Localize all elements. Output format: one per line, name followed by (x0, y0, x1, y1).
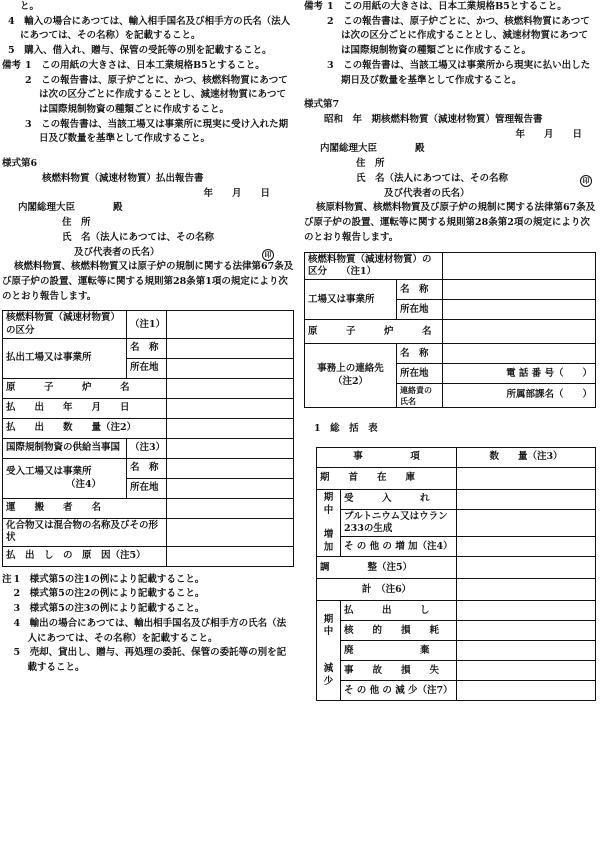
section-title: 1 総 括 表 (314, 422, 378, 434)
cell-value[interactable] (457, 509, 596, 537)
form-title: 核燃料物質（減速材物質）払出報告書 (42, 172, 204, 184)
name-label: 氏 名（法人にあつては、その名称 (356, 172, 509, 184)
cell-value[interactable] (457, 681, 596, 701)
note-item: 3 この報告書は、当該工場又は事業所から現実に払い出した期日及び数量を基準として作成すること。 (327, 59, 591, 86)
header-qty: 数 量（注3） (457, 447, 596, 467)
row-label: 調 整（注5） (317, 557, 457, 579)
cell-value[interactable] (167, 339, 294, 359)
cell-label: 運 搬 者 名 (3, 499, 167, 519)
notes-label: 備考 (304, 1, 324, 12)
note-item: 2 この報告書は、原子炉ごとに、かつ、核燃料物質にあつては次の区分ごとに作成することとし、減速材物質にあつては国際規制物資の種類ごとに作成すること。 (25, 74, 288, 116)
cell-value[interactable] (457, 661, 596, 681)
row-label: 受 入 れ (341, 489, 457, 509)
cell-label: 受入工場又は事業所 （注4） (3, 459, 127, 499)
cell-label: 核燃料物質（減速材物質）の区分 （注1） (305, 252, 443, 280)
body-text: 核燃料物質、核燃料物質又は原子炉の規制に関する法律第67条及び原子炉の設置、運転等に関する規則第28条第1項の規定により次のとおり報告します。 (2, 261, 294, 302)
cell-sub-label: 名 称 (127, 459, 167, 479)
cell-value[interactable] (167, 359, 294, 379)
footnote-item: 5 売却、貸出し、贈与、再処理の委託、保管の委託等の別を記載すること。 (13, 647, 287, 674)
cell-sub-label: 所在地 (127, 359, 167, 379)
cell-value[interactable] (167, 519, 294, 547)
cell-sub-label: 所在地 (127, 479, 167, 499)
date-line: 年 月 日 (515, 128, 582, 140)
address-label: 住 所 (356, 158, 385, 170)
payout-table (2, 310, 294, 566)
cell-label: 払出工場又は事業所 (3, 339, 127, 379)
cell-value[interactable] (167, 311, 294, 339)
cell-value[interactable] (167, 439, 294, 459)
cell-sub-label: 連絡責の氏名 (397, 384, 443, 408)
cell-label: 原 子 炉 名 (305, 320, 443, 344)
row-label: 計 （注6） (317, 579, 457, 601)
cell-label: 原 子 炉 名 (3, 379, 167, 399)
addressee: 内閣総理大臣 殿 (18, 202, 123, 214)
cell-label: 化合物又は混合物の名称及びその形状 (3, 519, 167, 547)
text-line: 5 購入、借入れ、贈与、保管の受託等の別を記載すること。 (8, 45, 272, 57)
cell-note: （注3） (127, 439, 167, 459)
row-label: そ の 他 の 増 加（注4） (341, 537, 457, 557)
cell-note: （注1） (127, 311, 167, 339)
cell-value[interactable] (167, 459, 294, 479)
summary-table (316, 447, 596, 702)
cell-label: 事務上の連絡先 （注2） (305, 344, 397, 408)
cell-label: 国際規制物資の供給当事国 (3, 439, 127, 459)
seal-icon: 印 (262, 249, 274, 261)
phone-field[interactable]: 電 話 番 号（ ） (443, 364, 596, 384)
cell-label: 工場又は事業所 (305, 280, 397, 320)
rep-label-line (2, 246, 294, 261)
note-item: 2 この報告書は、原子炉ごとに、かつ、核燃料物質にあつては次の区分ごとに作成することとし、減速材物質にあつては国際規制物資の種類ごとに作成すること。 (327, 15, 590, 57)
cell-label: 払 出 数 量（注2） (3, 419, 167, 439)
rep-label: 及び代表者の氏名） (384, 187, 470, 199)
row-label: そ の 他 の 減 少（注7） (341, 681, 457, 701)
notes-block (304, 0, 596, 88)
note-item: 3 この報告書は、当該工場又は事業所に現実に受け入れた期日及び数量を基準として作成すること。 (25, 118, 289, 145)
cell-value[interactable] (457, 641, 596, 661)
cell-value[interactable] (457, 621, 596, 641)
cell-value[interactable] (443, 344, 596, 364)
left-column (2, 0, 294, 676)
form-number: 様式第7 (304, 99, 340, 111)
cell-label: 払 出 年 月 日 (3, 399, 167, 419)
row-label: 期 首 在 庫 (317, 467, 457, 489)
cell-sub-label: 名 称 (397, 344, 443, 364)
cell-sub-label: 所在地 (397, 300, 443, 320)
cell-value[interactable] (167, 399, 294, 419)
right-column (304, 0, 596, 701)
cell-value[interactable] (443, 252, 596, 280)
row-label: 廃 棄 (341, 641, 457, 661)
date-line: 年 月 日 (203, 187, 270, 199)
text-line: 4 輸入の場合にあつては、輸入相手国名及び相手方の氏名（法人にあつては、その名称）を記載すること。 (8, 15, 291, 42)
name-label: 氏 名（法人にあつては、その名称 (62, 231, 215, 243)
footnote-item: 2 様式第5の注2の例により記載すること。 (13, 588, 205, 600)
seal-icon: 印 (580, 175, 592, 187)
cell-value[interactable] (457, 579, 596, 601)
form-title: 昭和 年 期核燃料物質（減速材物質）管理報告書 (324, 114, 543, 126)
row-label: 核 的 損 耗 (341, 621, 457, 641)
management-table (304, 252, 596, 408)
rep-label: 及び代表者の氏名） (74, 246, 160, 258)
body-text: 核原料物質、核燃料物質及び原子炉の規制に関する法律第67条及び原子炉の設置、運転等に関する規則第28条第2項の規定により次のとおり報告します。 (304, 202, 596, 243)
cell-value[interactable] (457, 467, 596, 489)
text-line: と。 (20, 1, 40, 12)
cell-sub-label: 所在地 (397, 364, 443, 384)
group-label: 期中 減少 (317, 601, 341, 701)
cell-value[interactable] (167, 499, 294, 519)
cell-value[interactable] (167, 546, 294, 566)
cell-sub-label: 名 称 (127, 339, 167, 359)
cell-value[interactable] (167, 379, 294, 399)
address-label: 住 所 (62, 217, 91, 229)
note-item: 1 この用紙の大きさは、日本工業規格B5とすること。 (327, 1, 567, 12)
cell-value[interactable] (457, 557, 596, 579)
row-label: 払 出 し (341, 601, 457, 621)
cell-sub-label: 名 称 (397, 280, 443, 300)
footnote-item: 4 輸出の場合にあつては、輸出相手国名及び相手方の氏名（法人にあつては、その名称）を記載すること。 (13, 617, 287, 644)
cell-value[interactable] (167, 419, 294, 439)
cell-value[interactable] (457, 601, 596, 621)
notes-label: 備考 (2, 59, 22, 71)
cell-label: 払 出 し の 原 因（注5） (3, 546, 167, 566)
cell-value[interactable] (457, 537, 596, 557)
header-item: 事 項 (317, 447, 457, 467)
form-number: 様式第6 (2, 158, 38, 170)
cell-value[interactable] (167, 479, 294, 499)
footnote-label: 注 (2, 573, 12, 585)
footnotes-block (2, 573, 294, 676)
cell-label: 核燃料物質（減速材物質）の区分 (3, 311, 127, 339)
footnote-item: 1 様式第5の注1の例により記載すること。 (13, 573, 205, 585)
dept-field[interactable]: 所属部課名（ ） (443, 384, 596, 408)
note-item: 1 この用紙の大きさは、日本工業規格B5とすること。 (25, 59, 265, 71)
row-label: プルトニウム又はウラン233の生成 (341, 509, 457, 537)
cell-value[interactable] (443, 280, 596, 300)
footnote-item: 3 様式第5の注3の例により記載すること。 (13, 603, 205, 615)
cell-value[interactable] (443, 320, 596, 344)
row-label: 事 故 損 失 (341, 661, 457, 681)
cell-value[interactable] (443, 300, 596, 320)
group-label: 期中 増加 (317, 489, 341, 557)
addressee: 内閣総理大臣 殿 (320, 143, 425, 155)
cell-value[interactable] (457, 489, 596, 509)
notes-block (2, 59, 294, 147)
